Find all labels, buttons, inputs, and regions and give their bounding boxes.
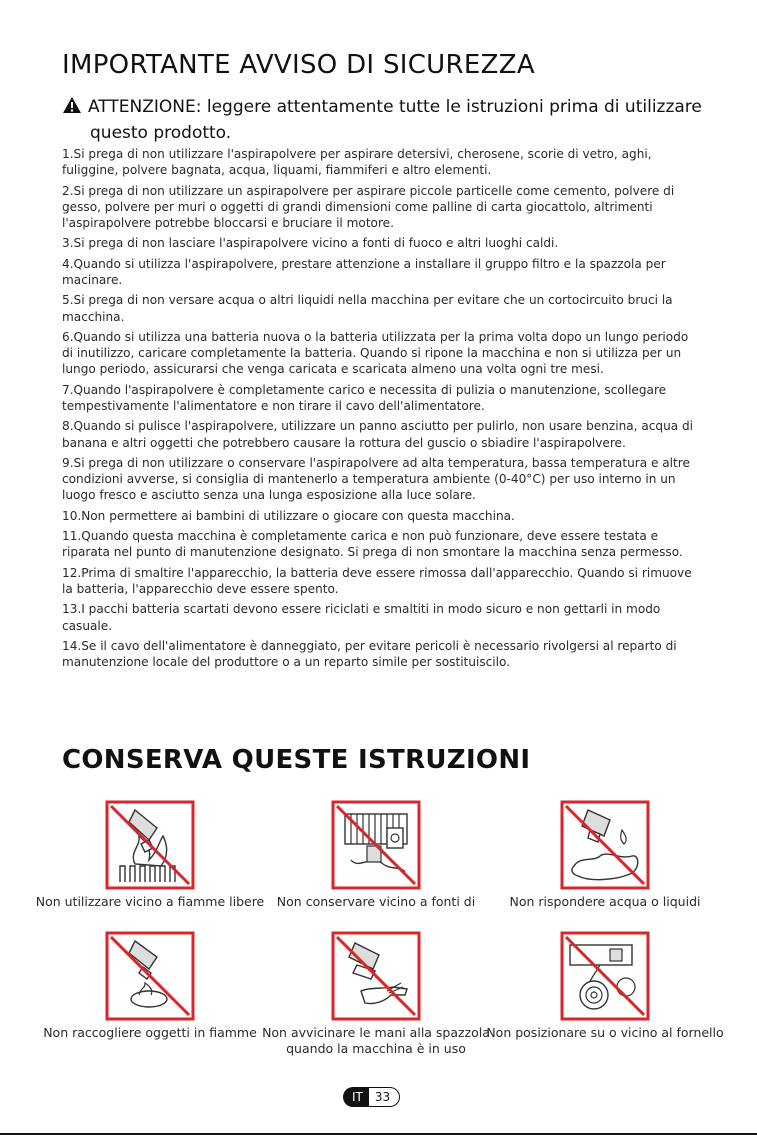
no-burning-objects-icon (105, 931, 195, 1021)
rule-item: 12.Prima di smaltire l'apparecchio, la batteria deve essere rimossa dall'apparecchio. Quando si rimuove la batteria, l'apparecchio deve essere spento. (62, 565, 692, 596)
rule-item: 10.Non permettere ai bambini di utilizzare o giocare con questa macchina. (62, 508, 515, 523)
warning-triangle-icon (62, 96, 82, 121)
no-hands-near-brush-icon (331, 931, 421, 1021)
pictogram-caption: Non raccogliere oggetti in fiamme (43, 1025, 257, 1040)
section-title: CONSERVA QUESTE ISTRUZIONI (62, 745, 531, 775)
pictogram-caption: Non utilizzare vicino a fiamme libere (35, 894, 265, 909)
no-heat-source-icon (331, 800, 421, 890)
no-liquids-icon (560, 800, 650, 890)
warning-notice (62, 95, 702, 145)
rule-item: 7.Quando l'aspirapolvere è completamente carico e necessita di pulizia o manutenzione, scollegare tempestivamente l'alimentatore e non tirare il cavo dell'alimentatore. (62, 382, 667, 413)
no-open-flames-icon (105, 800, 195, 890)
page-number: 33 (369, 1087, 400, 1107)
rule-item: 1.Si prega di non utilizzare l'aspirapolvere per aspirare detersivi, cherosene, scorie di vetro, aghi, fuliggine, polvere bagnata, acqua, liquami, fiammiferi e altro elementi. (62, 147, 652, 178)
rule-item: 6.Quando si utilizza una batteria nuova o la batteria utilizzata per la prima volta dopo un lungo periodo di inutilizzo, caricare completamente la batteria. Quando si ripone la macchina e non si utilizza per un lungo periodo, assicurarsi che venga caricata e scaricata almeno una volta ogni tre mesi. (62, 329, 689, 377)
rule-item: 8.Quando si pulisce l'aspirapolvere, utilizzare un panno asciutto per pulirlo, non usare benzina, acqua di banana e altri oggetti che potrebbero causare la rottura del guscio o sbiadire l'aspirapolvere. (62, 419, 694, 450)
rule-item: 13.I pacchi batteria scartati devono essere riciclati e smaltiti in modo sicuro e non gettarli in modo casuale. (62, 602, 661, 633)
pictogram-caption: Non avvicinare le mani alla spazzola quando la macchina è in uso (262, 1025, 490, 1056)
no-stove-icon (560, 931, 650, 1021)
warning-text-line2: questo prodotto. (90, 123, 232, 143)
rule-item: 4.Quando si utilizza l'aspirapolvere, prestare attenzione a installare il gruppo filtro e la spazzola per macinare. (62, 256, 666, 287)
pictogram-caption: Non rispondere acqua o liquidi (509, 894, 701, 909)
rule-item: 9.Si prega di non utilizzare o conservare l'aspirapolvere ad alta temperatura, bassa temperatura e altre condizioni avverse, si consiglia di mantenerlo a temperatura ambiente (0-40°C) per uso interno in un luogo fresco e asciutto senza una lunga esposizione alla luce solare. (62, 455, 690, 503)
rule-item: 11.Quando questa macchina è completamente carica e non può funzionare, deve essere testata e riparata nel punto di manutenzione designato. Si prega di non smontare la macchina senza permesso. (62, 529, 683, 560)
language-label: IT (343, 1087, 369, 1107)
pictogram-caption: Non posizionare su o vicino al fornello (486, 1025, 724, 1040)
rule-item: 5.Si prega di non versare acqua o altri liquidi nella macchina per evitare che un cortocircuito bruci la macchina. (62, 293, 673, 324)
rule-item: 3.Si prega di non lasciare l'aspirapolvere vicino a fonti di fuoco e altri luoghi caldi. (62, 236, 559, 251)
warning-text-line1: ATTENZIONE: leggere attentamente tutte le istruzioni prima di utilizzare (88, 97, 702, 117)
page-number-badge (343, 1087, 400, 1107)
safety-rules-list (62, 146, 702, 675)
page-title: IMPORTANTE AVVISO DI SICUREZZA (62, 50, 535, 80)
pictogram-caption: Non conservare vicino a fonti di (276, 894, 476, 909)
rule-item: 14.Se il cavo dell'alimentatore è danneggiato, per evitare pericoli è necessario rivolgersi al reparto di manutenzione locale del produttore o a un reparto simile per sostituiscilo. (62, 638, 677, 670)
rule-item: 2.Si prega di non utilizzare un aspirapolvere per aspirare piccole particelle come cemento, polvere di gesso, polvere per muri o oggetti di grandi dimensioni come palline di carta giocattolo, altrimenti l'aspirapolvere potrebbe bloccarsi e bruciare il motore. (62, 183, 675, 230)
